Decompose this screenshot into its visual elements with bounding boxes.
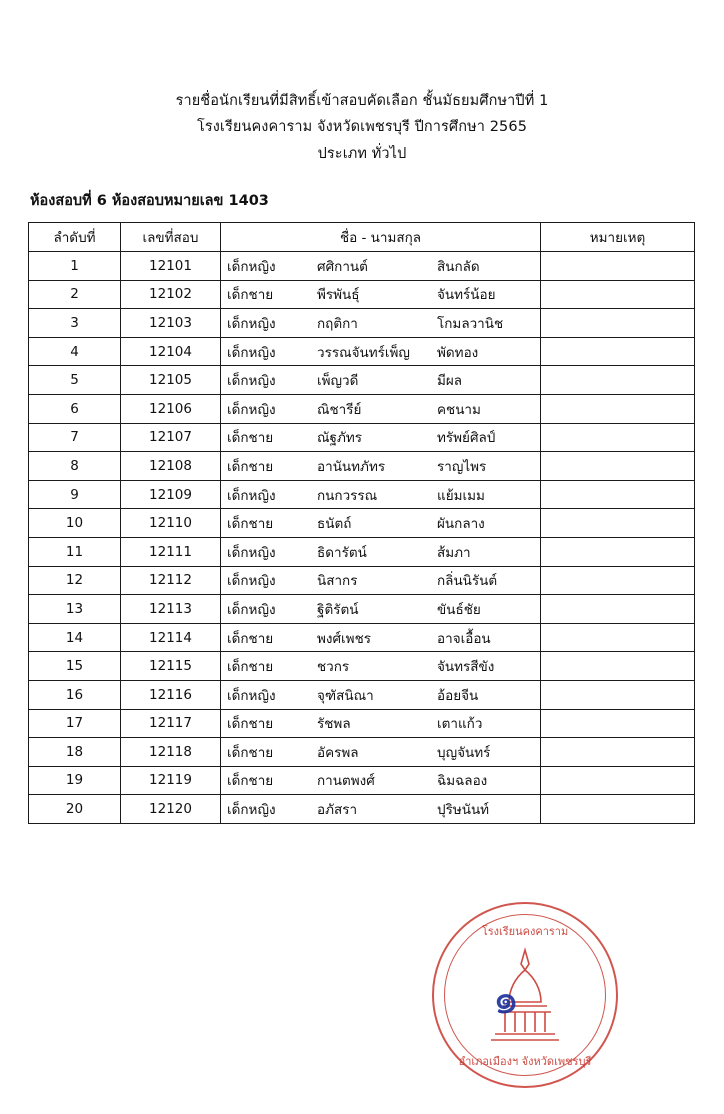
table-row: [29, 309, 695, 338]
cell-no: 15: [29, 652, 121, 681]
name-prefix: เด็กชาย: [227, 659, 274, 676]
cell-remark: [541, 337, 695, 366]
table-row: [29, 280, 695, 309]
cell-no: 1: [29, 252, 121, 281]
cell-exam-code: 12106: [121, 394, 221, 423]
cell-remark: [541, 309, 695, 338]
name-given: ณิชารีย์: [317, 401, 362, 418]
name-prefix: เด็กหญิง: [227, 802, 276, 819]
name-surname: ผันกลาง: [437, 516, 485, 533]
table-row: [29, 337, 695, 366]
cell-exam-code: 12120: [121, 795, 221, 824]
cell-remark: [541, 452, 695, 481]
name-given: วรรณจันทร์เพ็ญ: [317, 344, 410, 361]
seal-top-text: โรงเรียนคงคาราม: [481, 925, 569, 938]
cell-no: 7: [29, 423, 121, 452]
name-prefix: เด็กหญิง: [227, 401, 276, 418]
cell-name: [221, 394, 541, 423]
name-prefix: เด็กชาย: [227, 287, 274, 304]
name-surname: ทรัพย์ศิลป์: [437, 430, 496, 447]
column-header-remark: หมายเหตุ: [541, 223, 695, 252]
cell-no: 9: [29, 480, 121, 509]
cell-name: [221, 652, 541, 681]
table-row: [29, 252, 695, 281]
table-row: [29, 480, 695, 509]
cell-name: [221, 423, 541, 452]
name-surname: โกมลวานิช: [437, 315, 504, 332]
name-prefix: เด็กหญิง: [227, 601, 276, 618]
header-line-3: ประเภท ทั่วไป: [317, 145, 407, 162]
name-given: อัครพล: [317, 744, 359, 761]
name-prefix: เด็กชาย: [227, 630, 274, 647]
column-header-name: ชื่อ - นามสกุล: [221, 223, 541, 252]
cell-name: [221, 452, 541, 481]
table-row: [29, 452, 695, 481]
name-prefix: เด็กหญิง: [227, 687, 276, 704]
name-given: เพ็ญวดี: [317, 373, 359, 390]
cell-name: [221, 595, 541, 624]
name-surname: อ้อยจีน: [437, 687, 479, 704]
cell-exam-code: 12109: [121, 480, 221, 509]
cell-exam-code: 12105: [121, 366, 221, 395]
cell-remark: [541, 766, 695, 795]
name-surname: แย้มเมม: [437, 487, 485, 504]
table-row: [29, 423, 695, 452]
cell-exam-code: 12107: [121, 423, 221, 452]
cell-name: [221, 480, 541, 509]
name-surname: จันทร์น้อย: [437, 287, 496, 304]
cell-remark: [541, 652, 695, 681]
name-surname: อาจเอื้อน: [437, 630, 491, 647]
cell-remark: [541, 423, 695, 452]
cell-no: 3: [29, 309, 121, 338]
cell-no: 11: [29, 537, 121, 566]
name-surname: กลิ่นนิรันต์: [437, 573, 498, 590]
cell-no: 2: [29, 280, 121, 309]
name-surname: ขันธ์ชัย: [437, 601, 481, 618]
cell-remark: [541, 680, 695, 709]
name-given: ณัฐภัทร: [317, 430, 363, 447]
cell-no: 14: [29, 623, 121, 652]
name-prefix: เด็กหญิง: [227, 573, 276, 590]
cell-name: [221, 795, 541, 824]
name-given: ธิดารัตน์: [317, 544, 367, 561]
cell-remark: [541, 252, 695, 281]
cell-remark: [541, 366, 695, 395]
name-given: กานตพงศ์: [317, 773, 375, 790]
cell-no: 18: [29, 738, 121, 767]
cell-remark: [541, 280, 695, 309]
cell-no: 10: [29, 509, 121, 538]
table-row: [29, 366, 695, 395]
seal-outer-ring: [432, 902, 618, 1088]
table-row: [29, 652, 695, 681]
name-prefix: เด็กชาย: [227, 716, 274, 733]
cell-no: 13: [29, 595, 121, 624]
name-surname: ปุริษนันท์: [437, 802, 490, 819]
cell-remark: [541, 394, 695, 423]
name-surname: บุญจันทร์: [437, 744, 491, 761]
cell-remark: [541, 537, 695, 566]
cell-exam-code: 12104: [121, 337, 221, 366]
cell-exam-code: 12117: [121, 709, 221, 738]
seal-bottom-text: อำเภอเมืองฯ จังหวัดเพชรบุรี: [458, 1055, 592, 1068]
name-surname: มีผล: [437, 373, 463, 390]
student-roster-table: [28, 222, 695, 823]
table-row: [29, 709, 695, 738]
name-surname: ส้มภา: [437, 544, 471, 561]
name-surname: เตาแก้ว: [437, 716, 483, 733]
column-header-exam-code: เลขที่สอบ: [121, 223, 221, 252]
table-row: [29, 394, 695, 423]
name-given: กนกวรรณ: [317, 487, 378, 504]
cell-no: 20: [29, 795, 121, 824]
name-prefix: เด็กชาย: [227, 773, 274, 790]
exam-room-label: ห้องสอบที่ 6 ห้องสอบหมายเลข 1403: [30, 193, 269, 210]
document-page: [0, 90, 724, 1114]
name-given: นิสากร: [317, 573, 358, 590]
cell-remark: [541, 566, 695, 595]
table-header-row: [29, 223, 695, 252]
table-row: [29, 623, 695, 652]
name-prefix: เด็กชาย: [227, 516, 274, 533]
name-prefix: เด็กหญิง: [227, 487, 276, 504]
name-given: จุฑัสนิณา: [317, 687, 374, 704]
name-prefix: เด็กหญิง: [227, 373, 276, 390]
name-given: ฐิติรัตน์: [317, 601, 359, 618]
table-row: [29, 766, 695, 795]
table-row: [29, 537, 695, 566]
cell-exam-code: 12116: [121, 680, 221, 709]
cell-exam-code: 12110: [121, 509, 221, 538]
name-prefix: เด็กหญิง: [227, 544, 276, 561]
cell-exam-code: 12118: [121, 738, 221, 767]
name-given: รัชพล: [317, 716, 351, 733]
name-surname: พัดทอง: [437, 344, 479, 361]
table-row: [29, 566, 695, 595]
column-header-no: ลำดับที่: [29, 223, 121, 252]
cell-name: [221, 680, 541, 709]
cell-name: [221, 280, 541, 309]
name-surname: ฉิมฉลอง: [437, 773, 488, 790]
name-given: ธนัตถ์: [317, 516, 352, 533]
cell-exam-code: 12112: [121, 566, 221, 595]
cell-name: [221, 738, 541, 767]
name-given: ชวกร: [317, 659, 350, 676]
signature-mark: ๑: [488, 972, 522, 1025]
name-surname: ราญไพร: [437, 458, 487, 475]
cell-name: [221, 309, 541, 338]
name-given: ศศิกานต์: [317, 258, 368, 275]
cell-no: 4: [29, 337, 121, 366]
seal-inner-ring: [444, 914, 606, 1076]
cell-remark: [541, 595, 695, 624]
cell-name: [221, 509, 541, 538]
table-row: [29, 595, 695, 624]
cell-no: 6: [29, 394, 121, 423]
cell-no: 19: [29, 766, 121, 795]
cell-remark: [541, 509, 695, 538]
cell-remark: [541, 795, 695, 824]
cell-exam-code: 12119: [121, 766, 221, 795]
cell-exam-code: 12102: [121, 280, 221, 309]
cell-name: [221, 337, 541, 366]
cell-no: 5: [29, 366, 121, 395]
cell-name: [221, 537, 541, 566]
table-row: [29, 795, 695, 824]
header-line-2: โรงเรียนคงคาราม จังหวัดเพชรบุรี ปีการศึกษา 2565: [196, 119, 528, 136]
cell-name: [221, 623, 541, 652]
cell-name: [221, 366, 541, 395]
name-given: อานันทภัทร: [317, 458, 386, 475]
name-surname: คชนาม: [437, 401, 481, 418]
cell-exam-code: 12111: [121, 537, 221, 566]
name-given: อภัสรา: [317, 802, 358, 819]
document-header: [0, 90, 724, 165]
cell-name: [221, 709, 541, 738]
name-prefix: เด็กชาย: [227, 458, 274, 475]
name-surname: สินกลัด: [437, 258, 480, 275]
header-line-1: รายชื่อนักเรียนที่มีสิทธิ์เข้าสอบคัดเลือก ชั้นมัธยมศึกษาปีที่ 1: [175, 93, 549, 109]
name-given: พงศ์เพชร: [317, 630, 371, 647]
cell-remark: [541, 738, 695, 767]
name-given: พีรพันธุ์: [317, 287, 360, 304]
name-prefix: เด็กหญิง: [227, 258, 276, 275]
cell-remark: [541, 709, 695, 738]
table-row: [29, 680, 695, 709]
cell-name: [221, 252, 541, 281]
cell-remark: [541, 480, 695, 509]
table-row: [29, 509, 695, 538]
cell-remark: [541, 623, 695, 652]
cell-exam-code: 12114: [121, 623, 221, 652]
cell-exam-code: 12101: [121, 252, 221, 281]
cell-no: 16: [29, 680, 121, 709]
name-surname: จันทรสีขัง: [437, 659, 495, 676]
name-prefix: เด็กหญิง: [227, 315, 276, 332]
cell-no: 8: [29, 452, 121, 481]
cell-name: [221, 566, 541, 595]
name-prefix: เด็กชาย: [227, 430, 274, 447]
name-given: กฤติกา: [317, 315, 358, 332]
cell-no: 12: [29, 566, 121, 595]
name-prefix: เด็กชาย: [227, 744, 274, 761]
cell-no: 17: [29, 709, 121, 738]
cell-name: [221, 766, 541, 795]
cell-exam-code: 12115: [121, 652, 221, 681]
official-seal-stamp: [432, 902, 618, 1088]
table-row: [29, 738, 695, 767]
cell-exam-code: 12108: [121, 452, 221, 481]
cell-exam-code: 12113: [121, 595, 221, 624]
cell-exam-code: 12103: [121, 309, 221, 338]
name-prefix: เด็กหญิง: [227, 344, 276, 361]
